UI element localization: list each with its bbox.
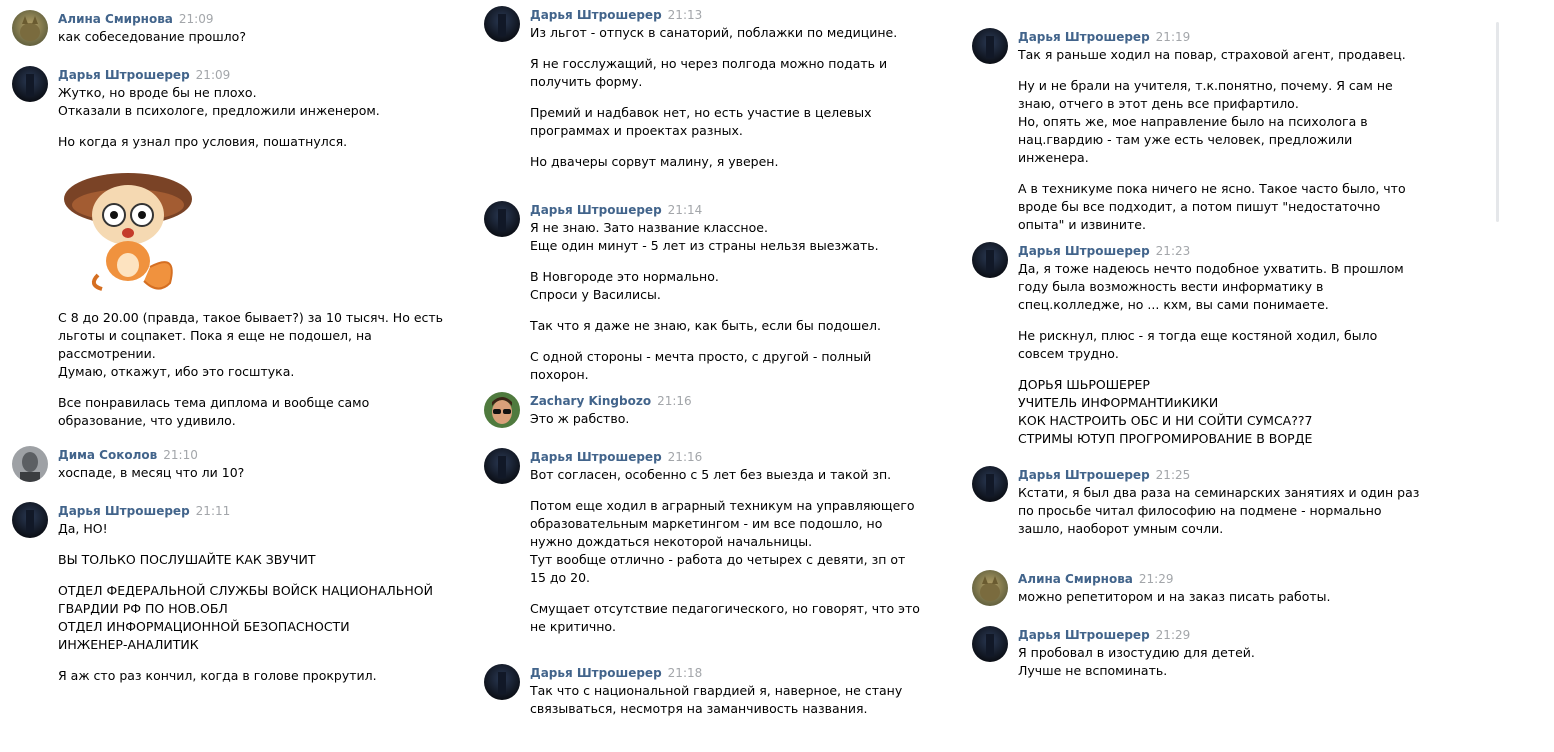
message-text: Да, я тоже надеюсь нечто подобное ухватить. В прошлом году была возможность вести информатику в спец.колледже, но ... кхм, вы сами понимаете.: [1018, 261, 1404, 312]
message-time[interactable]: 21:11: [195, 504, 231, 518]
glasses-avatar[interactable]: [484, 392, 520, 428]
message-text: Жутко, но вроде бы не плохо. Отказали в психологе, предложили инженером.: [58, 85, 380, 118]
dark-avatar[interactable]: [972, 28, 1008, 64]
message-time[interactable]: 21:29: [1138, 572, 1174, 586]
message-time[interactable]: 21:19: [1155, 30, 1191, 44]
message-text: ОТДЕЛ ФЕДЕРАЛЬНОЙ СЛУЖБЫ ВОЙСК НАЦИОНАЛЬНОЙ ГВАРДИИ РФ ПО НОВ.ОБЛ ОТДЕЛ ИНФОРМАЦИОННОЙ БЕЗОПАСНОСТИ ИНЖЕНЕР-АНАЛИТИК: [58, 583, 433, 652]
message-text: Кстати, я был два раза на семинарских занятиях и один раз по просьбе читал философию на подмене - нормально зашло, наоборот умным сочли.: [1018, 485, 1420, 536]
author-name[interactable]: Дарья Штрошерер: [1018, 628, 1150, 642]
message-text: Не рискнул, плюс - я тогда еще костяной ходил, было совсем трудно.: [1018, 328, 1378, 361]
message-text: Ну и не брали на учителя, т.к.понятно, почему. Я сам не знаю, отчего в этот день все прифартило. Но, опять же, мое направление было на психолога в нац.гвардию - там уже есть человек, предложили инженера.: [1018, 78, 1393, 165]
message-text: Но когда я узнал про условия, пошатнулся.: [58, 134, 348, 149]
dark-avatar[interactable]: [484, 201, 520, 237]
message-text: Да, НО!: [58, 521, 108, 536]
message-text: Но двачеры сорвут малину, я уверен.: [530, 154, 779, 169]
author-name[interactable]: Дарья Штрошерер: [1018, 244, 1150, 258]
dark-avatar[interactable]: [484, 664, 520, 700]
dark-avatar[interactable]: [972, 242, 1008, 278]
message-time[interactable]: 21:16: [657, 394, 692, 408]
message-time[interactable]: 21:10: [163, 448, 198, 462]
message-text: С одной стороны - мечта просто, с другой - полный похорон.: [530, 349, 872, 382]
message-time[interactable]: 21:09: [195, 68, 231, 82]
message-text: Все понравилась тема диплома и вообще само образование, что удивило.: [58, 395, 370, 428]
message-time[interactable]: 21:14: [667, 203, 703, 217]
author-name[interactable]: Дарья Штрошерер: [1018, 468, 1150, 482]
message-text: Премий и надбавок нет, но есть участие в целевых программах и проектах разных.: [530, 105, 872, 138]
message-text: Так что с национальной гвардией я, наверное, не стану связываться, несмотря на заманчивость названия.: [530, 683, 903, 716]
message-text: Я не знаю. Зато название классное. Еще один минут - 5 лет из страны нельзя выезжать.: [530, 220, 879, 253]
message-text: хоспаде, в месяц что ли 10?: [58, 465, 245, 480]
fox-mushroom-sticker[interactable]: [58, 157, 198, 297]
dark-avatar[interactable]: [484, 448, 520, 484]
message-text: можно репетитором и на заказ писать работы.: [1018, 589, 1331, 604]
scrollbar[interactable]: [1496, 22, 1499, 222]
message-text: ВЫ ТОЛЬКО ПОСЛУШАЙТЕ КАК ЗВУЧИТ: [58, 552, 316, 567]
cat-avatar[interactable]: [972, 570, 1008, 606]
message-text: Так что я даже не знаю, как быть, если бы подошел.: [530, 318, 881, 333]
author-name[interactable]: Zachary Kingbozo: [530, 394, 652, 408]
author-name[interactable]: Дарья Штрошерер: [58, 68, 190, 82]
message-time[interactable]: 21:18: [667, 666, 703, 680]
message-text: Я пробовал в изостудию для детей. Лучше не вспоминать.: [1018, 645, 1255, 678]
message-time[interactable]: 21:16: [667, 450, 703, 464]
message-text: А в техникуме пока ничего не ясно. Такое часто было, что вроде бы все подходит, а потом пишут "недостаточно опыта" и извините.: [1018, 181, 1406, 232]
message-text: Я не госслужащий, но через полгода можно подать и получить форму.: [530, 56, 888, 89]
message-time[interactable]: 21:25: [1155, 468, 1191, 482]
message-text: Я аж сто раз кончил, когда в голове прокрутил.: [58, 668, 377, 683]
author-name[interactable]: Дарья Штрошерер: [530, 666, 662, 680]
message-time[interactable]: 21:29: [1155, 628, 1191, 642]
message-text: В Новгороде это нормально. Спроси у Василисы.: [530, 269, 719, 302]
author-name[interactable]: Дарья Штрошерер: [530, 8, 662, 22]
author-name[interactable]: Дарья Штрошерер: [58, 504, 190, 518]
message-time[interactable]: 21:13: [667, 8, 703, 22]
dark-avatar[interactable]: [12, 66, 48, 102]
message-text: Так я раньше ходил на повар, страховой агент, продавец.: [1018, 47, 1406, 62]
message-text: как собеседование прошло?: [58, 29, 246, 44]
message-text: ДОРЬЯ ШЬРОШЕРЕР УЧИТЕЛЬ ИНФОРМАНТИиКИКИ КОК НАСТРОИТЬ ОБС И НИ СОЙТИ СУМСА??7 СТРИМЫ ЮТУП ПРОГРОМИРОВАНИЕ В ВОРДЕ: [1018, 377, 1313, 446]
grey-avatar[interactable]: [12, 446, 48, 482]
dark-avatar[interactable]: [484, 6, 520, 42]
message-text: Смущает отсутствие педагогического, но говорят, что это не критично.: [530, 601, 920, 634]
message-text: Это ж рабство.: [530, 411, 630, 426]
author-name[interactable]: Дарья Штрошерер: [1018, 30, 1150, 44]
message-text: Из льгот - отпуск в санаторий, поблажки по медицине.: [530, 25, 898, 40]
author-name[interactable]: Дарья Штрошерер: [530, 203, 662, 217]
message-text: Вот согласен, особенно с 5 лет без выезда и такой зп.: [530, 467, 892, 482]
message-text: С 8 до 20.00 (правда, такое бывает?) за 10 тысяч. Но есть льготы и соцпакет. Пока я еще не подошел, на рассмотрении. Думаю, откажут, ибо это госштука.: [58, 310, 444, 379]
dark-avatar[interactable]: [972, 466, 1008, 502]
dark-avatar[interactable]: [12, 502, 48, 538]
author-name[interactable]: Дима Соколов: [58, 448, 158, 462]
author-name[interactable]: Алина Смирнова: [1018, 572, 1133, 586]
author-name[interactable]: Дарья Штрошерер: [530, 450, 662, 464]
message-time[interactable]: 21:23: [1155, 244, 1191, 258]
message-time[interactable]: 21:09: [178, 12, 214, 26]
author-name[interactable]: Алина Смирнова: [58, 12, 173, 26]
dark-avatar[interactable]: [972, 626, 1008, 662]
message-text: Потом еще ходил в аграрный техникум на управляющего образовательным маркетингом - им все подошло, но нужно дождаться некоторой начальницы. Тут вообще отлично - работа до четырех с девяти, зп от 15 до 20.: [530, 498, 915, 585]
cat-avatar[interactable]: [12, 10, 48, 46]
